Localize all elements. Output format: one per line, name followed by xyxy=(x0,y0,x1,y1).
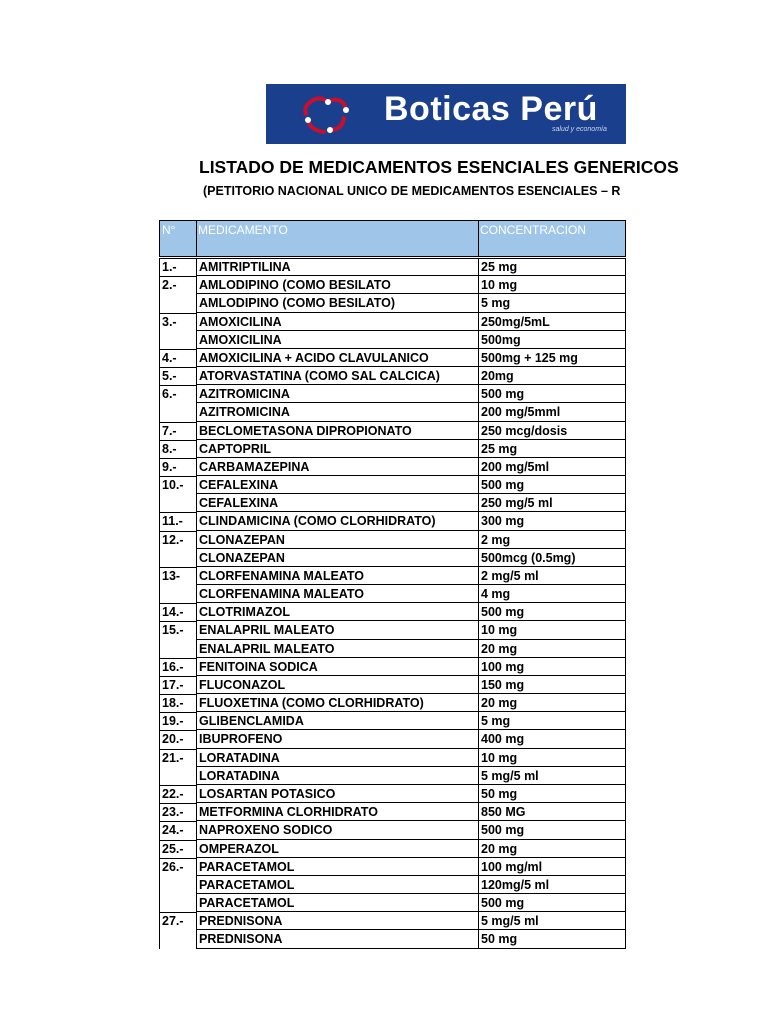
concentracion-cell: 500 mg xyxy=(478,385,625,403)
concentracion-cell: 5 mg xyxy=(478,294,625,312)
row-number: 1.- xyxy=(162,260,177,274)
table-row xyxy=(160,894,625,912)
table-row xyxy=(160,658,625,676)
concentracion-cell: 20 mg xyxy=(478,640,625,658)
concentracion-cell: 2 mg xyxy=(478,531,625,549)
medicamento-cell: PREDNISONA xyxy=(196,930,478,948)
medicamento-cell: PARACETAMOL xyxy=(196,858,478,876)
table-row xyxy=(160,531,625,549)
medicamento-cell: CLONAZEPAN xyxy=(196,549,478,567)
row-number: 22.- xyxy=(162,786,184,801)
medicamento-cell: LOSARTAN POTASICO xyxy=(196,785,478,803)
concentracion-cell: 100 mg/ml xyxy=(478,858,625,876)
medicines-table xyxy=(159,220,626,949)
medicamento-cell: PARACETAMOL xyxy=(196,876,478,894)
concentracion-cell: 50 mg xyxy=(478,785,625,803)
row-number: 3.- xyxy=(162,314,177,329)
row-number: 6.- xyxy=(162,387,177,402)
medicamento-cell: FLUOXETINA (COMO CLORHIDRATO) xyxy=(196,694,478,712)
table-row xyxy=(160,603,625,621)
concentracion-cell: 400 mg xyxy=(478,730,625,748)
row-number: 11.- xyxy=(162,514,183,529)
table-row xyxy=(160,494,625,512)
row-number: 27.- xyxy=(162,914,184,929)
medicamento-cell: CEFALEXINA xyxy=(196,494,478,512)
table-row xyxy=(160,349,625,367)
table-row xyxy=(160,767,625,785)
medicamento-cell: FENITOINA SODICA xyxy=(196,658,478,676)
medicamento-cell: BECLOMETASONA DIPROPIONATO xyxy=(196,422,478,440)
medicamento-cell: LORATADINA xyxy=(196,767,478,785)
concentracion-cell: 20mg xyxy=(478,367,625,385)
concentracion-cell: 100 mg xyxy=(478,658,625,676)
concentracion-cell: 10 mg xyxy=(478,276,625,294)
medicamento-cell: CAPTOPRIL xyxy=(196,440,478,458)
row-number: 16.- xyxy=(162,659,184,674)
row-number: 14.- xyxy=(162,605,184,620)
medicamento-cell: CARBAMAZEPINA xyxy=(196,458,478,476)
row-number: 26.- xyxy=(162,859,184,874)
header-divider xyxy=(196,221,197,256)
concentracion-cell: 250 mcg/dosis xyxy=(478,422,625,440)
row-number: 12.- xyxy=(162,532,184,547)
concentracion-cell: 5 mg/5 ml xyxy=(478,912,625,930)
table-row xyxy=(160,858,625,876)
concentracion-cell: 500 mg xyxy=(478,894,625,912)
medicamento-cell: AZITROMICINA xyxy=(196,403,478,421)
concentracion-cell: 25 mg xyxy=(478,258,625,276)
concentracion-cell: 200 mg/5ml xyxy=(478,458,625,476)
table-row xyxy=(160,385,625,403)
table-row xyxy=(160,294,625,312)
row-number: 24.- xyxy=(162,823,184,838)
row-number: 8.- xyxy=(162,441,177,456)
concentracion-cell: 250 mg/5 ml xyxy=(478,494,625,512)
table-row xyxy=(160,403,625,421)
num-cell xyxy=(160,640,196,658)
concentracion-cell: 200 mg/5mml xyxy=(478,403,625,421)
concentracion-cell: 5 mg xyxy=(478,712,625,730)
concentracion-cell: 120mg/5 ml xyxy=(478,876,625,894)
medicamento-cell: CLORFENAMINA MALEATO xyxy=(196,585,478,603)
num-cell xyxy=(160,930,196,948)
table-row xyxy=(160,712,625,730)
num-cell xyxy=(160,585,196,603)
medicamento-cell: ENALAPRIL MALEATO xyxy=(196,640,478,658)
medicamento-cell: CLINDAMICINA (COMO CLORHIDRATO) xyxy=(196,512,478,530)
table-row xyxy=(160,621,625,639)
table-row xyxy=(160,640,625,658)
concentracion-cell: 500mcg (0.5mg) xyxy=(478,549,625,567)
concentracion-cell: 500 mg xyxy=(478,603,625,621)
table-row xyxy=(160,749,625,767)
row-number: 20.- xyxy=(162,732,184,747)
document-subtitle: (PETITORIO NACIONAL UNICO DE MEDICAMENTOS ESENCIALES – R xyxy=(203,184,621,198)
brand-tagline: salud y economía xyxy=(552,126,607,133)
row-number: 10.- xyxy=(162,478,184,493)
concentracion-cell: 300 mg xyxy=(478,512,625,530)
concentracion-cell: 20 mg xyxy=(478,840,625,858)
medicamento-cell: FLUCONAZOL xyxy=(196,676,478,694)
num-cell xyxy=(160,331,196,349)
num-cell xyxy=(160,294,196,312)
table-row xyxy=(160,567,625,585)
document-title: LISTADO DE MEDICAMENTOS ESENCIALES GENERICOS xyxy=(199,157,679,177)
num-cell xyxy=(160,894,196,912)
row-number: 13- xyxy=(162,568,181,583)
medicamento-cell: OMPERAZOL xyxy=(196,840,478,858)
concentracion-cell: 10 mg xyxy=(478,621,625,639)
num-cell xyxy=(160,403,196,421)
concentracion-cell: 25 mg xyxy=(478,440,625,458)
medicamento-cell: AMOXICILINA + ACIDO CLAVULANICO xyxy=(196,349,478,367)
concentracion-cell: 2 mg/5 ml xyxy=(478,567,625,585)
table-row xyxy=(160,730,625,748)
table-header xyxy=(159,220,626,257)
medicamento-cell: METFORMINA CLORHIDRATO xyxy=(196,803,478,821)
table-row xyxy=(160,476,625,494)
table-body xyxy=(159,258,626,949)
medicamento-cell: PARACETAMOL xyxy=(196,894,478,912)
table-row xyxy=(160,331,625,349)
num-cell xyxy=(160,767,196,785)
table-row xyxy=(160,876,625,894)
concentracion-cell: 500 mg xyxy=(478,821,625,839)
concentracion-cell: 50 mg xyxy=(478,930,625,948)
concentracion-cell: 20 mg xyxy=(478,694,625,712)
row-number: 17.- xyxy=(162,677,184,692)
table-row xyxy=(160,458,625,476)
row-number: 15.- xyxy=(162,623,184,638)
medicamento-cell: CLOTRIMAZOL xyxy=(196,603,478,621)
concentracion-cell: 500mg + 125 mg xyxy=(478,349,625,367)
table-row xyxy=(160,549,625,567)
concentracion-cell: 150 mg xyxy=(478,676,625,694)
row-number: 9.- xyxy=(162,459,177,474)
table-row xyxy=(160,694,625,712)
header-divider xyxy=(478,221,479,256)
table-row xyxy=(160,585,625,603)
concentracion-cell: 500mg xyxy=(478,331,625,349)
medicamento-cell: NAPROXENO SODICO xyxy=(196,821,478,839)
table-row xyxy=(160,840,625,858)
table-row xyxy=(160,676,625,694)
medicamento-cell: ATORVASTATINA (COMO SAL CALCICA) xyxy=(196,367,478,385)
table-row xyxy=(160,930,625,948)
row-number: 23.- xyxy=(162,805,184,820)
table-row xyxy=(160,821,625,839)
num-cell xyxy=(160,494,196,512)
table-row xyxy=(160,912,625,930)
row-number: 4.- xyxy=(162,350,177,365)
num-cell xyxy=(160,549,196,567)
medicamento-cell: CLORFENAMINA MALEATO xyxy=(196,567,478,585)
medicamento-cell: ENALAPRIL MALEATO xyxy=(196,621,478,639)
brand-name: Boticas Perú xyxy=(384,90,598,128)
medicamento-cell: CLONAZEPAN xyxy=(196,531,478,549)
row-number: 2.- xyxy=(162,278,177,293)
header-concentracion: CONCENTRACION xyxy=(480,223,587,237)
medicamento-cell: AMOXICILINA xyxy=(196,331,478,349)
table-row xyxy=(160,803,625,821)
medicamento-cell: AMLODIPINO (COMO BESILATO xyxy=(196,276,478,294)
num-cell xyxy=(160,876,196,894)
row-number: 25.- xyxy=(162,841,184,856)
concentracion-cell: 250mg/5mL xyxy=(478,313,625,331)
medicamento-cell: AZITROMICINA xyxy=(196,385,478,403)
row-number: 19.- xyxy=(162,714,184,729)
table-row xyxy=(160,512,625,530)
table-row xyxy=(160,276,625,294)
concentracion-cell: 5 mg/5 ml xyxy=(478,767,625,785)
medicamento-cell: CEFALEXINA xyxy=(196,476,478,494)
medicamento-cell: AMOXICILINA xyxy=(196,313,478,331)
table-row xyxy=(160,785,625,803)
header-num: N° xyxy=(162,223,176,237)
table-row xyxy=(160,258,625,276)
medicamento-cell: LORATADINA xyxy=(196,749,478,767)
medicamento-cell: IBUPROFENO xyxy=(196,730,478,748)
boticas-logo-icon xyxy=(298,90,354,138)
medicamento-cell: AMLODIPINO (COMO BESILATO) xyxy=(196,294,478,312)
table-row xyxy=(160,440,625,458)
table-row xyxy=(160,422,625,440)
table-row xyxy=(160,367,625,385)
row-number: 7.- xyxy=(162,423,177,438)
boticas-peru-banner xyxy=(266,84,626,144)
concentracion-cell: 10 mg xyxy=(478,749,625,767)
concentracion-cell: 4 mg xyxy=(478,585,625,603)
medicamento-cell: PREDNISONA xyxy=(196,912,478,930)
header-medicamento: MEDICAMENTO xyxy=(198,223,288,237)
medicamento-cell: GLIBENCLAMIDA xyxy=(196,712,478,730)
row-number: 18.- xyxy=(162,696,184,711)
concentracion-cell: 500 mg xyxy=(478,476,625,494)
concentracion-cell: 850 MG xyxy=(478,803,625,821)
row-number: 5.- xyxy=(162,369,177,384)
table-row xyxy=(160,313,625,331)
row-number: 21.- xyxy=(162,750,184,765)
medicamento-cell: AMITRIPTILINA xyxy=(196,258,478,276)
